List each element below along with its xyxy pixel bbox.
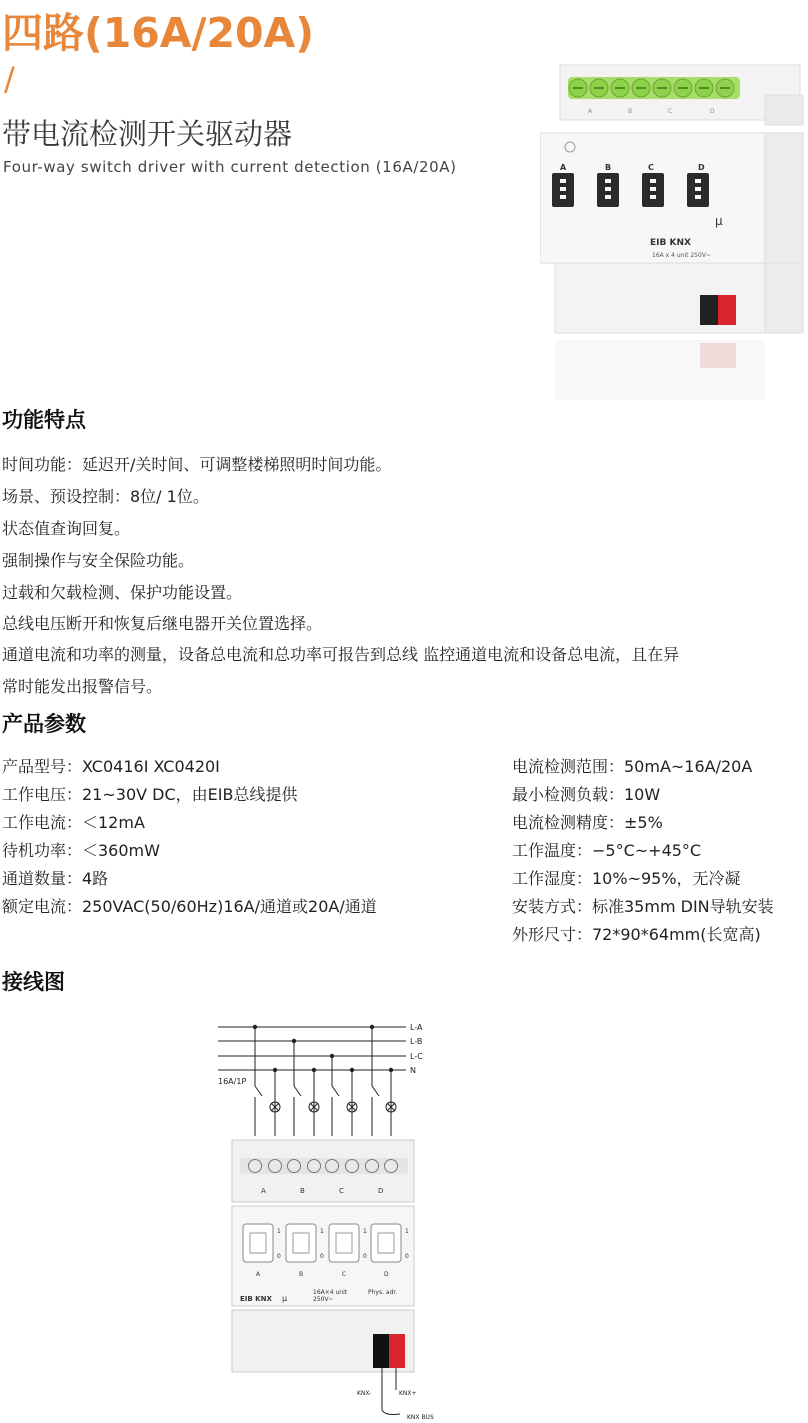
bus-terminal-black xyxy=(700,295,720,325)
spec-right: 外形尺寸：72*90*64mm(长宽高) xyxy=(512,925,761,944)
spec-left: 通道数量：4路 xyxy=(2,869,109,888)
contact-on: 1 xyxy=(363,1228,367,1235)
line-label-lc: L-C xyxy=(410,1052,423,1061)
device-rating: 16A×4 unit xyxy=(313,1289,348,1296)
device-brand: EIB KNX xyxy=(240,1295,272,1303)
bus-plus-label: KNX+ xyxy=(399,1390,417,1397)
subtitle-chinese: 带电流检测开关驱动器 xyxy=(2,117,293,151)
contact-on: 1 xyxy=(277,1228,281,1235)
breaker-label: 16A/1P xyxy=(218,1077,247,1086)
contact-on: 1 xyxy=(405,1228,409,1235)
contact-off: 0 xyxy=(405,1253,409,1260)
photo-switch-label-c: C xyxy=(648,163,654,172)
terminal-label-c: C xyxy=(339,1187,344,1195)
spec-right: 电流检测范围：50mA~16A/20A xyxy=(512,757,753,776)
spec-right: 工作湿度：10%~95%，无冷凝 xyxy=(512,869,741,888)
feature-item: 强制操作与安全保险功能。 xyxy=(2,551,195,570)
spec-right: 安装方式：标准35mm DIN导轨安装 xyxy=(512,897,774,916)
photo-mu: μ xyxy=(715,214,723,228)
photo-switch-label-d: D xyxy=(698,163,705,172)
wiring-diagram xyxy=(210,1018,460,1423)
product-photo xyxy=(540,55,808,420)
photo-label-c: C xyxy=(668,108,673,115)
switch-label-b: B xyxy=(299,1271,304,1278)
contact-on: 1 xyxy=(320,1228,324,1235)
line-label-lb: L-B xyxy=(410,1037,423,1046)
spec-left: 待机功率：＜360mW xyxy=(2,841,160,860)
device-voltage: 250V~ xyxy=(313,1296,334,1303)
features-heading: 功能特点 xyxy=(2,408,86,432)
photo-switch-label-a: A xyxy=(560,163,567,172)
wiring-heading: 接线图 xyxy=(2,970,65,994)
line-label-n: N xyxy=(410,1066,416,1075)
switch-label-a: A xyxy=(256,1271,261,1278)
device-mu: μ xyxy=(282,1294,288,1303)
photo-rating: 16A x 4 unit 250V~ xyxy=(652,252,711,259)
bus-minus-label: KNX- xyxy=(357,1390,372,1397)
terminal-block xyxy=(568,77,740,99)
subtitle-english: Four-way switch driver with current detection (16A/20A) xyxy=(3,158,457,176)
feature-item: 状态值查询回复。 xyxy=(2,519,131,538)
photo-switch-label-b: B xyxy=(605,163,612,172)
spec-right: 工作温度：−5°C~+45°C xyxy=(512,841,702,860)
terminal-label-a: A xyxy=(261,1187,266,1195)
specs-heading: 产品参数 xyxy=(2,712,86,736)
feature-item: 通道电流和功率的测量，设备总电流和总功率可报告到总线 监控通道电流和设备总电流，且在异 xyxy=(2,645,680,664)
switch-label-c: C xyxy=(342,1271,347,1278)
feature-item: 总线电压断开和恢复后继电器开关位置选择。 xyxy=(2,614,323,633)
page-title: 四路(16A/20A) xyxy=(2,9,315,57)
contact-off: 0 xyxy=(363,1253,367,1260)
bus-terminal-plus xyxy=(389,1334,405,1368)
line-label-la: L-A xyxy=(410,1023,423,1032)
spec-left: 产品型号：XC0416I XC0420I xyxy=(2,757,220,776)
switch-label-d: D xyxy=(384,1271,389,1278)
photo-label-d: D xyxy=(710,108,715,115)
bus-label: KNX BUS xyxy=(407,1414,434,1421)
contact-off: 0 xyxy=(320,1253,324,1260)
spec-right: 电流检测精度：±5% xyxy=(512,813,663,832)
spec-right: 最小检测负载：10W xyxy=(512,785,661,804)
photo-label-b: B xyxy=(628,108,633,115)
bus-terminal-red xyxy=(718,295,736,325)
spec-left: 额定电流：250VAC(50/60Hz)16A/通道或20A/通道 xyxy=(2,897,377,916)
terminal-label-b: B xyxy=(300,1187,305,1195)
photo-label-a: A xyxy=(588,108,593,115)
contact-off: 0 xyxy=(277,1253,281,1260)
spec-left: 工作电流：＜12mA xyxy=(2,813,145,832)
feature-item: 常时能发出报警信号。 xyxy=(2,677,163,696)
feature-item: 过载和欠载检测、保护功能设置。 xyxy=(2,583,243,602)
feature-item: 场景、预设控制：8位/ 1位。 xyxy=(2,487,209,506)
bus-terminal-minus xyxy=(373,1334,391,1368)
device-phys-adr: Phys. adr. xyxy=(368,1289,398,1296)
terminal-label-d: D xyxy=(378,1187,384,1195)
title-slash: / xyxy=(4,60,15,98)
spec-left: 工作电压：21~30V DC，由EIB总线提供 xyxy=(2,785,298,804)
feature-item: 时间功能：延迟开/关时间、可调整楼梯照明时间功能。 xyxy=(2,455,392,474)
photo-brand: EIB KNX xyxy=(650,238,691,248)
